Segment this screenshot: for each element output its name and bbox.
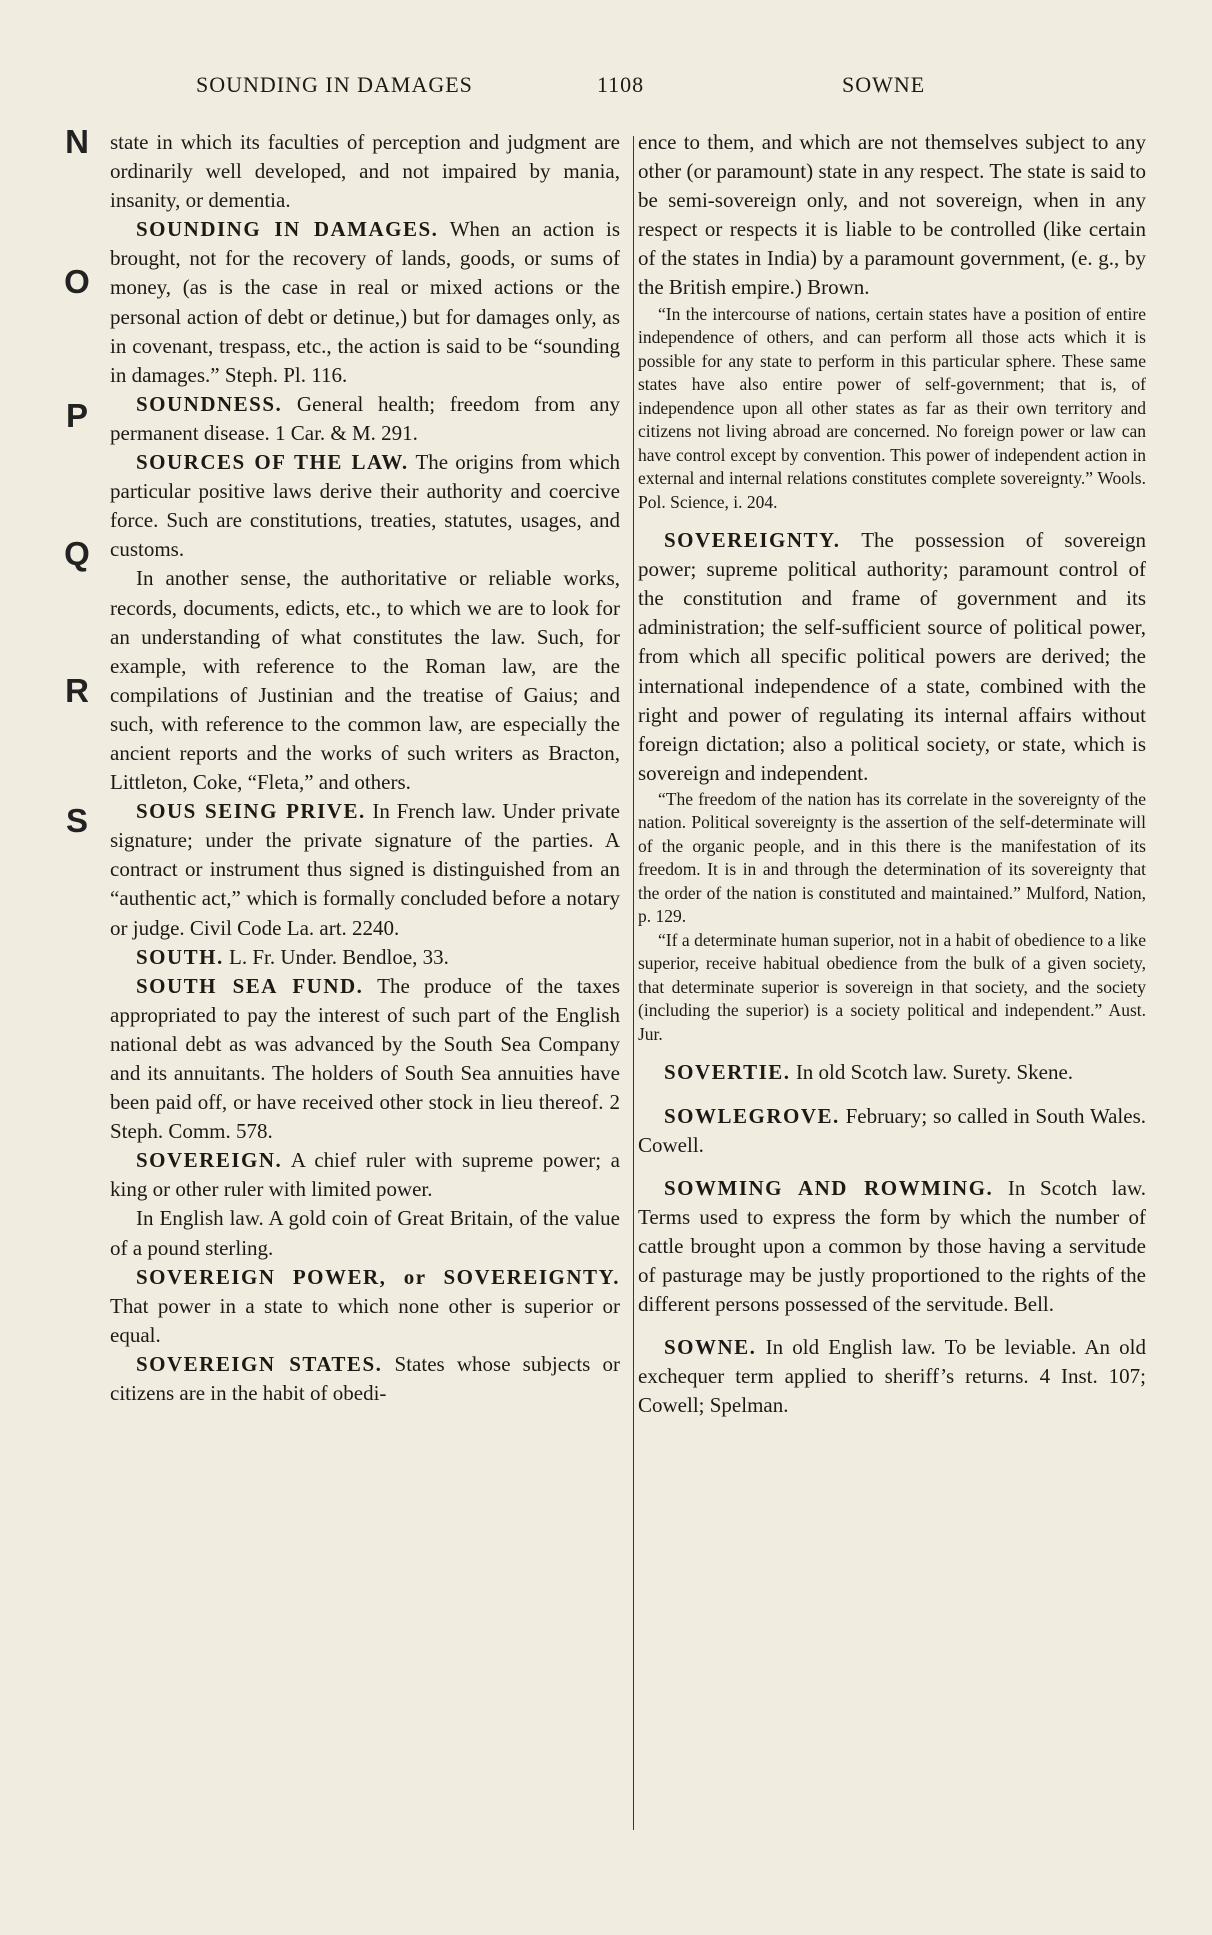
entry-south: [110, 943, 620, 972]
thumb-index-letter: R: [65, 672, 89, 709]
headword: SOWMING AND ROWMING.: [664, 1175, 994, 1200]
quotation: [638, 929, 1146, 1047]
headword: SOVEREIGN.: [136, 1148, 283, 1173]
definition: In old English law. To be leviable. An old exchequer term applied to sheriff’s returns. 4 Inst. 107; Cowell; Spelman.: [638, 1335, 1146, 1418]
entry-sources-of-the-law: [110, 448, 620, 564]
definition: In English law. A gold coin of Great Britain, of the value of a pound sterling.: [110, 1206, 620, 1260]
definition: L. Fr. Under. Bendloe, 33.: [229, 944, 449, 969]
thumb-index-letter: N: [65, 123, 89, 160]
entry-sources-of-the-law-second-sense: [110, 564, 620, 797]
entry-sovertie: [638, 1058, 1146, 1087]
headword: SOWNE.: [664, 1335, 757, 1360]
entry-sounding-in-damages: [110, 215, 620, 390]
entry-continuation: [110, 128, 620, 215]
definition: In old Scotch law. Surety. Skene.: [795, 1060, 1074, 1085]
definition: The produce of the taxes appropriated to pay the interest of such part of the English national debt as was advanced by the South Sea Company and its annuitants. The holders of South Sea annuities have been paid off, or have received other stock in lieu thereof. 2 Steph. Comm. 578.: [110, 973, 620, 1144]
entry-sovereign-second-sense: [110, 1204, 620, 1262]
quotation-text: “In the intercourse of nations, certain states have a position of entire independence of others, and can perform all those acts which it is possible for any state to perform in this particular sphere. These same states have also entire power of self-government; that is, of independence upon all other states as far as their own territory and citizens not living abroad are concerned. No foreign power or law can have control except by convention. This power of independent action in external and internal relations constitutes complete sovereignty.” Wools. Pol. Science, i. 204.: [638, 303, 1146, 512]
definition: States whose subjects or citizens are in the habit of obedi-: [110, 1351, 620, 1406]
definition: General health; freedom from any permanent disease. 1 Car. & M. 291.: [110, 391, 620, 445]
quotation: [638, 303, 1146, 515]
entry-sowne: [638, 1333, 1146, 1420]
entry-sovereign-states: [110, 1350, 620, 1408]
definition: The origins from which particular positive laws derive their authority and coercive force. Such are constitutions, treaties, statutes, usages, and customs.: [110, 450, 621, 562]
headword: SOUS SEING PRIVE.: [136, 799, 366, 824]
quotation: [638, 788, 1146, 929]
headword: SOUTH SEA FUND.: [136, 973, 364, 998]
entry-sowming-and-rowming: [638, 1174, 1146, 1319]
definition: When an action is brought, not for the recovery of lands, goods, or sums of money, (as is the case in real or mixed actions or the personal action of debt or detinue,) but for damages only, as in covenant, trespass, etc., the action is said to be “sounding in damages.” Steph. Pl. 116.: [110, 217, 621, 387]
headword: SOUNDING IN DAMAGES.: [136, 217, 439, 242]
headword: SOVEREIGN POWER, or SOVEREIGNTY.: [136, 1264, 620, 1289]
definition: That power in a state to which none other is superior or equal.: [110, 1293, 620, 1347]
page-number: 1108: [597, 72, 645, 97]
entry-text: state in which its faculties of perception and judgment are ordinarily well developed, and not impaired by mania, insanity, or dementia.: [110, 130, 620, 213]
header-first-term: SOUNDING IN DAMAGES: [196, 72, 473, 97]
spacer: [638, 1046, 1146, 1058]
thumb-index-letter: S: [65, 802, 88, 839]
entry-sovereignty: [638, 526, 1146, 788]
definition: The possession of sovereign power; supreme political authority; paramount control of the constitution and frame of government and its administration; the self-sufficient source of political power, from which all specific political powers are derived; the international independence of a state, combined with the right and power of regulating its internal affairs without foreign dictation; also a political society, or state, which is sovereign and independent.: [638, 528, 1146, 785]
running-header: [190, 72, 960, 106]
thumb-index-letter: Q: [64, 535, 90, 572]
definition: In Scotch law. Terms used to express the form by which the number of cattle brought upon a common by those having a servitude of pasturage may be justly proportioned to the rights of the different persons possessed of the servitude. Bell.: [638, 1175, 1146, 1317]
quotation-text: “The freedom of the nation has its correlate in the sovereignty of the nation. Political sovereignty is the assertion of the self-determinate will of the organic people, and in this there is the manifestation of its freedom. It is in and through the determination of its sovereignty that the order of the nation is constituted and maintained.” Mulford, Nation, p. 129.: [638, 788, 1146, 927]
entry-sovereign-states-continued: [638, 128, 1146, 303]
right-column: [638, 128, 1146, 1420]
headword: SOVEREIGNTY.: [664, 528, 841, 553]
entry-sovereign: [110, 1146, 620, 1204]
definition: In French law. Under private signature; under the private signature of the parties. A contract or instrument thus signed is distinguished from an “authentic act,” which is formally concluded before a notary or judge. Civil Code La. art. 2240.: [110, 799, 620, 940]
headword: SOUTH.: [136, 944, 224, 969]
headword: SOURCES OF THE LAW.: [136, 450, 409, 475]
spacer: [638, 514, 1146, 526]
headword: SOVEREIGN STATES.: [136, 1351, 383, 1376]
quotation-text: “If a determinate human superior, not in a habit of obedience to a like superior, receive habitual obedience from the bulk of a given society, that determinate superior is sovereign in that society, and the society (including the superior) is a society political and independent.” Aust. Jur.: [638, 929, 1146, 1044]
thumb-index-letter: O: [64, 263, 90, 300]
headword: SOUNDNESS.: [136, 391, 283, 416]
definition: ence to them, and which are not themselves subject to any other (or paramount) state in any respect. The state is said to be semi-sovereign only, and not sovereign, when in any respect or respects it is liable to be controlled (like certain of the states in India) by a paramount government, (e. g., by the British empire.) Brown.: [638, 130, 1146, 300]
left-column: [110, 128, 620, 1408]
entry-sowlegrove: [638, 1102, 1146, 1160]
entry-south-sea-fund: [110, 972, 620, 1147]
definition: A chief ruler with supreme power; a king or other ruler with limited power.: [110, 1148, 620, 1202]
header-last-term: SOWNE: [842, 72, 926, 97]
entry-soundness: [110, 390, 620, 448]
thumb-index-letter: P: [65, 397, 88, 434]
definition: In another sense, the authoritative or reliable works, records, documents, edicts, etc., to which we are to look for an understanding of what constitutes the law. Such, for example, with reference to the Roman law, are the compilations of Justinian and the treatise of Gaius; and such, with reference to the common law, are especially the ancient reports and the works of such writers as Bracton, Littleton, Coke, “Fleta,” and others.: [110, 566, 620, 795]
headword: SOVERTIE.: [664, 1060, 791, 1085]
entry-sovereign-power: [110, 1263, 620, 1350]
headword: SOWLEGROVE.: [664, 1103, 840, 1128]
column-divider: [633, 136, 634, 1830]
definition: February; so called in South Wales. Cowell.: [638, 1103, 1147, 1157]
entry-sous-seing-prive: [110, 797, 620, 942]
